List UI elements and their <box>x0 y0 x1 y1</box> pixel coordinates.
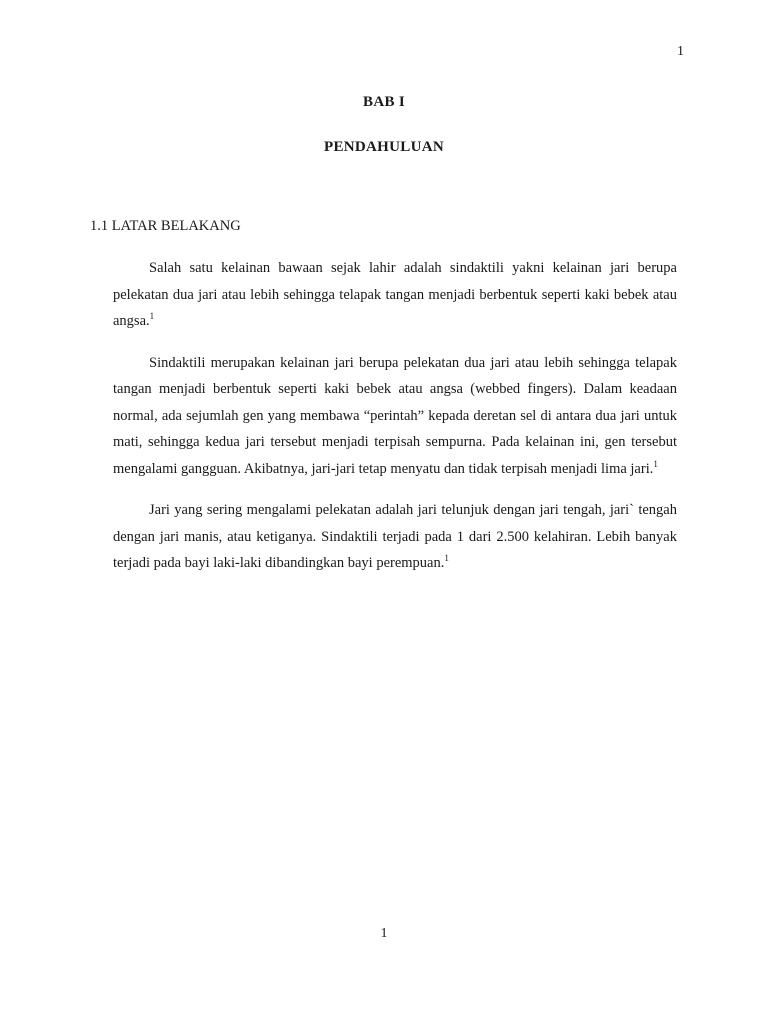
page-number-top: 1 <box>677 44 684 59</box>
paragraph-text: Salah satu kelainan bawaan sejak lahir adalah sindaktili yakni kelainan jari berupa pelekatan dua jari atau lebih sehingga telapak tangan menjadi berbentuk seperti kaki bebek atau angsa. <box>113 260 677 329</box>
section-heading: 1.1 LATAR BELAKANG <box>90 218 241 234</box>
paragraph <box>113 497 677 577</box>
footnote-ref: 1 <box>149 311 155 322</box>
paragraph-text: Sindaktili merupakan kelainan jari berupa pelekatan dua jari atau lebih sehingga telapak tangan menjadi berbentuk seperti kaki bebek atau angsa (webbed fingers). Dalam keadaan normal, ada sejumlah gen yang membawa “perintah” kepada deretan sel di antara dua jari untuk mati, sehingga kedua jari tersebut menjadi terpisah sempurna. Pada kelainan ini, gen tersebut mengalami gangguan. Akibatnya, jari-jari tetap menyatu dan tidak terpisah menjadi lima jari. <box>113 354 677 477</box>
page-number-bottom: 1 <box>380 926 388 941</box>
chapter-title: PENDAHULUAN <box>324 139 444 155</box>
footnote-ref: 1 <box>444 553 449 564</box>
paragraph-text: Jari yang sering mengalami pelekatan adalah jari telunjuk dengan jari tengah, jari` tengah dengan jari manis, atau ketiganya. Sindaktili terjadi pada 1 dari 2.500 kelahiran. Lebih banyak terjadi pada bayi laki-laki dibandingkan bayi perempuan. <box>113 502 677 571</box>
section-body <box>113 255 677 592</box>
chapter-label: BAB I <box>363 94 405 110</box>
paragraph <box>113 350 677 483</box>
paragraph <box>113 255 677 335</box>
footnote-ref: 1 <box>653 458 658 469</box>
